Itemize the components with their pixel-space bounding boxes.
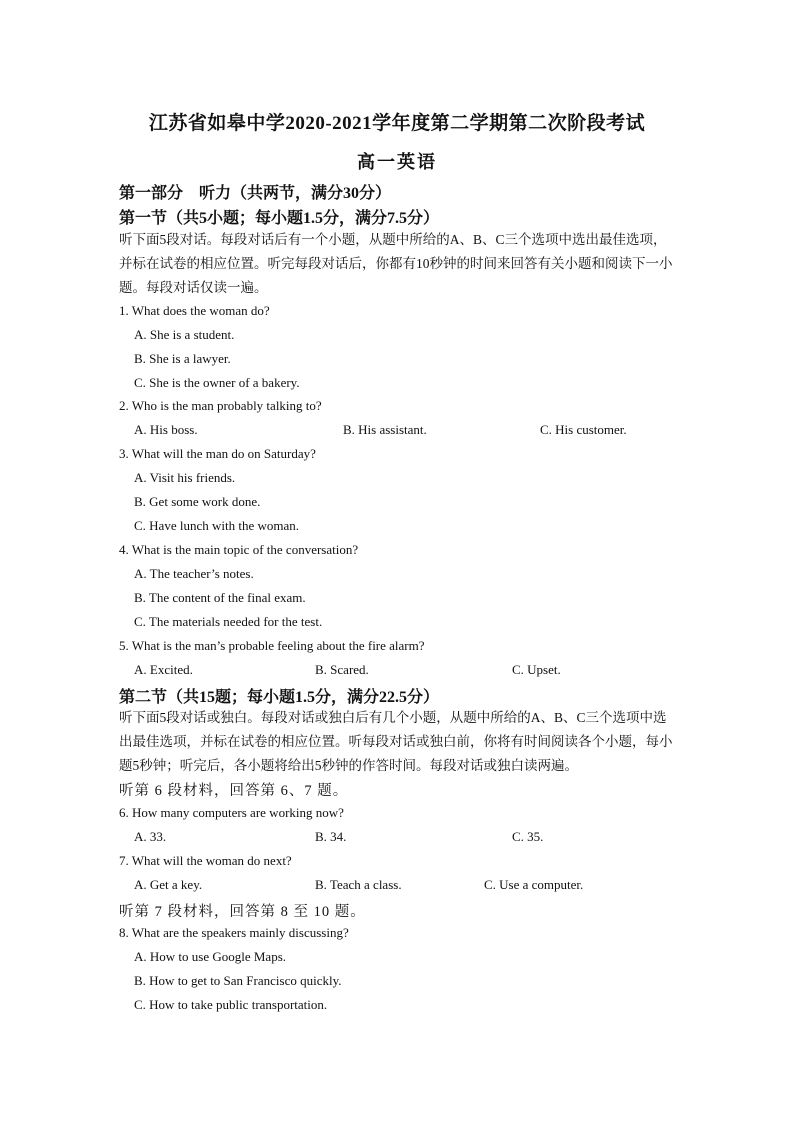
q8-option-b: B. How to get to San Francisco quickly. (134, 973, 342, 988)
q4-option-b: B. The content of the final exam. (134, 590, 306, 605)
q2-option-c: C. His customer. (540, 422, 627, 437)
section2-instructions: 听下面5段对话或独白。每段对话或独白后有几个小题，从题中所给的A、B、C三个选项中选出最佳选项，并标在试卷的相应位置。听每段对话或独白前，你将有时间阅读各个小题，每小题5秒钟；听完后，各小题将给出5秒钟的作答时间。每段对话或独白读两遍。 (119, 710, 673, 773)
question-5: 5. What is the man’s probable feeling about the fire alarm? (119, 638, 425, 653)
q7-option-a: A. Get a key. (134, 877, 203, 892)
question-8: 8. What are the speakers mainly discussing? (119, 925, 349, 940)
exam-subtitle: 高一英语 (357, 152, 437, 172)
section1-instructions: 听下面5段对话。每段对话后有一个小题，从题中所给的A、B、C三个选项中选出最佳选项，并标在试卷的相应位置。听完每段对话后，你都有10秒钟的时间来回答有关小题和阅读下一小题。每段对话仅读一遍。 (119, 232, 673, 295)
q1-option-c: C. She is the owner of a bakery. (134, 375, 300, 390)
q5-option-b: B. Scared. (315, 662, 369, 677)
section2-heading: 第二节（共15题；每小题1.5分，满分22.5分） (119, 689, 440, 706)
q6-option-b: B. 34. (315, 829, 347, 844)
q5-option-a: A. Excited. (134, 662, 193, 677)
question-7: 7. What will the woman do next? (119, 853, 292, 868)
q7-option-b: B. Teach a class. (315, 877, 402, 892)
q3-option-a: A. Visit his friends. (134, 470, 236, 485)
q4-option-a: A. The teacher’s notes. (134, 566, 254, 581)
q8-option-c: C. How to take public transportation. (134, 997, 328, 1012)
q7-option-c: C. Use a computer. (484, 877, 584, 892)
question-3: 3. What will the man do on Saturday? (119, 446, 316, 461)
q8-option-a: A. How to use Google Maps. (134, 949, 287, 964)
q2-option-b: B. His assistant. (343, 422, 427, 437)
q6-option-c: C. 35. (512, 829, 544, 844)
question-2: 2. Who is the man probably talking to? (119, 398, 322, 413)
material-6-instruction: 听第 6 段材料，回答第 6、7 题。 (119, 783, 349, 799)
question-4: 4. What is the main topic of the conversation? (119, 542, 359, 557)
q1-option-a: A. She is a student. (134, 327, 235, 342)
question-1: 1. What does the woman do? (119, 303, 270, 318)
material-7-instruction: 听第 7 段材料，回答第 8 至 10 题。 (119, 904, 366, 920)
q2-option-a: A. His boss. (134, 422, 198, 437)
q3-option-b: B. Get some work done. (134, 494, 261, 509)
q1-option-b: B. She is a lawyer. (134, 351, 231, 366)
q3-option-c: C. Have lunch with the woman. (134, 518, 299, 533)
q6-option-a: A. 33. (134, 829, 167, 844)
section1-heading: 第一节（共5小题；每小题1.5分，满分7.5分） (119, 210, 440, 227)
q4-option-c: C. The materials needed for the test. (134, 614, 323, 629)
exam-title: 江苏省如皋中学2020-2021学年度第二学期第二次阶段考试 (148, 113, 646, 134)
q5-option-c: C. Upset. (512, 662, 561, 677)
question-6: 6. How many computers are working now? (119, 805, 344, 820)
part1-heading: 第一部分 听力（共两节，满分30分） (119, 185, 392, 202)
